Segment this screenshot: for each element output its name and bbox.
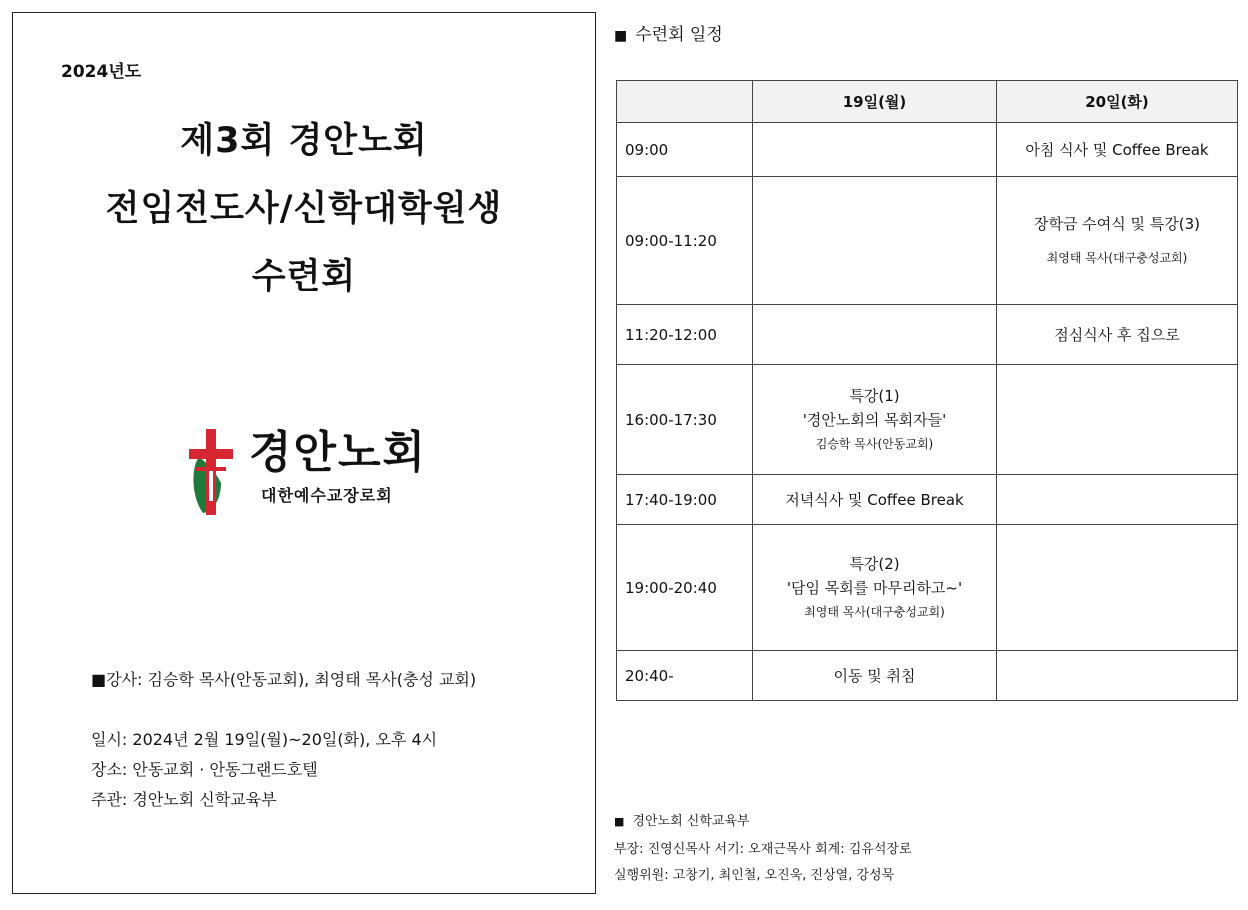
time-cell: 09:00-11:20 [617, 177, 753, 305]
time-cell: 19:00-20:40 [617, 525, 753, 651]
cell-text: 이동 및 취침 [833, 666, 916, 685]
table-row [617, 305, 1238, 365]
staff-heading-text: 경안노회 신학교육부 [632, 814, 750, 829]
day1-cell [753, 525, 997, 651]
square-bullet-icon: ■ [614, 28, 628, 44]
title-line-1: 제3회 경안노회 [180, 121, 428, 161]
time-cell: 11:20-12:00 [617, 305, 753, 365]
title-line-2: 전임전도사/신학대학원생 [105, 189, 503, 229]
day2-cell [997, 365, 1238, 475]
cell-text: 장학금 수여식 및 특강(3) [1034, 214, 1200, 233]
staff-officers: 부장: 진영신목사 서기: 오재근목사 회계: 김유석장로 [614, 842, 912, 857]
day2-cell [997, 525, 1238, 651]
staff-heading [614, 810, 750, 829]
table-row [617, 651, 1238, 701]
table-header-row [617, 81, 1238, 123]
square-bullet-icon: ■ [614, 815, 625, 828]
header-time [617, 81, 753, 123]
time-cell: 17:40-19:00 [617, 475, 753, 525]
schedule-table [616, 80, 1238, 701]
cell-text: '경안노회의 목회자들' [802, 410, 947, 429]
day2-cell [997, 651, 1238, 701]
header-day2: 20일(화) [997, 81, 1238, 123]
table-row [617, 475, 1238, 525]
title-line-3: 수련회 [251, 257, 357, 297]
venue-line: 장소: 안동교회 · 안동그랜드호텔 [91, 760, 318, 779]
day2-cell [997, 305, 1238, 365]
presbytery-logo [185, 423, 435, 523]
schedule-heading [614, 20, 723, 45]
date-line: 일시: 2024년 2월 19일(월)~20일(화), 오후 4시 [91, 730, 438, 749]
time-cell: 09:00 [617, 123, 753, 177]
speaker-note: 최영태 목사(대구충성교회) [804, 604, 945, 619]
cell-text: 점심식사 후 집으로 [1054, 325, 1180, 344]
cell-text: 특강(2) [849, 554, 900, 573]
cover-panel [12, 12, 596, 894]
day2-cell [997, 475, 1238, 525]
day1-cell [753, 475, 997, 525]
time-cell: 20:40- [617, 651, 753, 701]
header-day1: 19일(월) [753, 81, 997, 123]
host-line: 주관: 경안노회 신학교육부 [91, 790, 277, 809]
day2-cell [997, 177, 1238, 305]
speaker-note: 최영태 목사(대구충성교회) [1046, 250, 1188, 265]
lecturer-line: ■강사: 김승학 목사(안동교회), 최영태 목사(충성 교회) [91, 670, 477, 689]
table-row [617, 123, 1238, 177]
day1-cell [753, 305, 997, 365]
day1-cell [753, 651, 997, 701]
cell-text: 아침 식사 및 Coffee Break [1025, 140, 1209, 159]
table-row [617, 365, 1238, 475]
logo-subtitle: 대한예수교장로회 [261, 486, 393, 505]
year-label: 2024년도 [61, 62, 142, 82]
day1-cell [753, 123, 997, 177]
day2-cell [997, 123, 1238, 177]
day1-cell [753, 177, 997, 305]
day1-cell [753, 365, 997, 475]
table-row [617, 177, 1238, 305]
schedule-heading-text: 수련회 일정 [635, 25, 723, 45]
cell-text: '담임 목회를 마무리하고~' [786, 578, 963, 597]
speaker-note: 김승학 목사(안동교회) [815, 436, 934, 451]
time-cell: 16:00-17:30 [617, 365, 753, 475]
staff-committee: 실행위원: 고창기, 최인철, 오진욱, 진상열, 강성묵 [614, 868, 895, 883]
cell-text: 저녁식사 및 Coffee Break [785, 490, 964, 509]
logo-name: 경안노회 [249, 427, 428, 478]
table-row [617, 525, 1238, 651]
cross-leaf-icon [185, 427, 237, 517]
cell-text: 특강(1) [849, 386, 900, 405]
